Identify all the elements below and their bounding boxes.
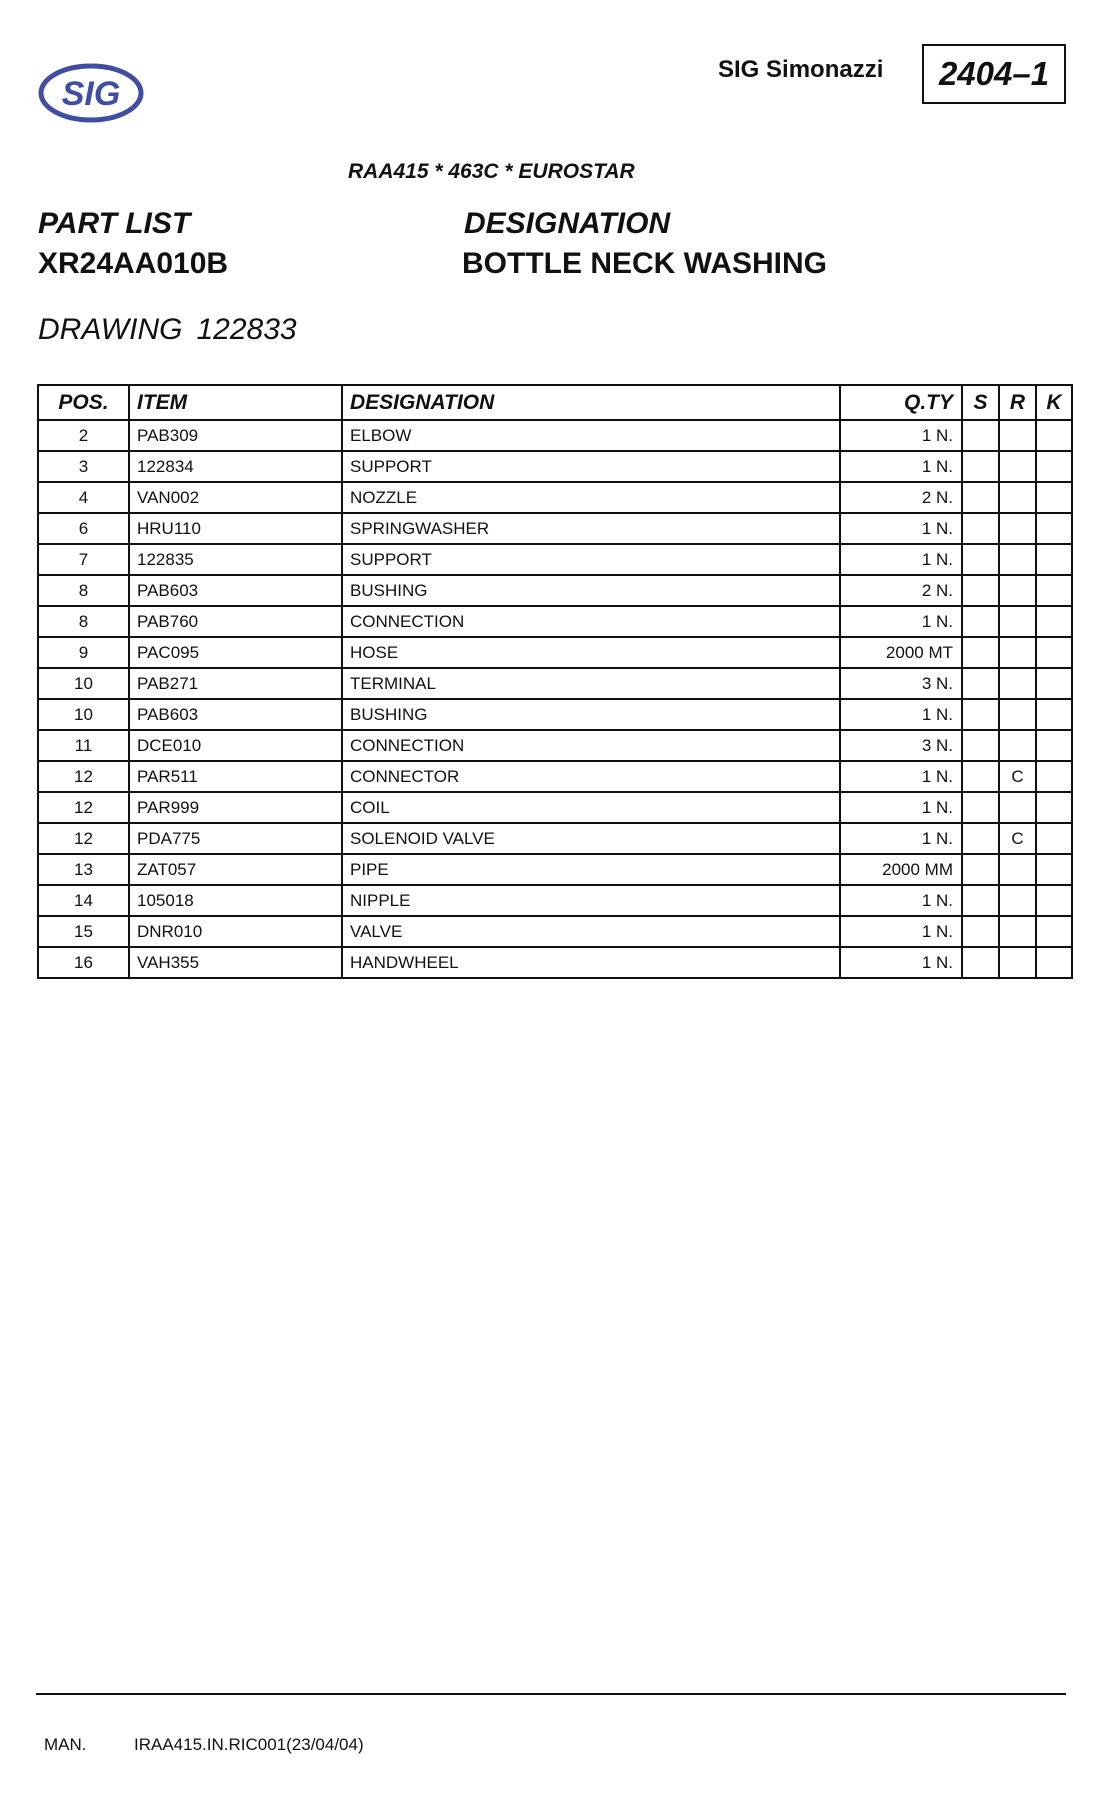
cell-item: DCE010 (129, 730, 342, 761)
cell-designation: NOZZLE (342, 482, 840, 513)
cell-k (1036, 823, 1072, 854)
table-header-row (38, 385, 1072, 420)
page-code: 2404–1 (922, 44, 1066, 104)
cell-designation: ELBOW (342, 420, 840, 451)
sig-logo (38, 62, 144, 124)
cell-item: PAC095 (129, 637, 342, 668)
brand-name: SIG Simonazzi (718, 56, 884, 83)
cell-designation: CONNECTION (342, 730, 840, 761)
footer-rule (36, 1693, 1066, 1695)
cell-pos: 8 (38, 606, 129, 637)
cell-s (962, 730, 999, 761)
cell-k (1036, 544, 1072, 575)
table-row (38, 575, 1072, 606)
cell-qty: 1 N. (840, 420, 962, 451)
cell-r (999, 668, 1036, 699)
cell-s (962, 513, 999, 544)
cell-r (999, 606, 1036, 637)
cell-designation: BUSHING (342, 575, 840, 606)
cell-s (962, 885, 999, 916)
part-list-code: XR24AA010B (38, 247, 229, 280)
cell-r (999, 916, 1036, 947)
cell-designation: NIPPLE (342, 885, 840, 916)
cell-designation: TERMINAL (342, 668, 840, 699)
cell-r (999, 792, 1036, 823)
drawing-line (38, 313, 297, 347)
header-designation: DESIGNATION (342, 385, 840, 420)
table-row (38, 916, 1072, 947)
cell-qty: 1 N. (840, 451, 962, 482)
cell-pos: 10 (38, 668, 129, 699)
cell-item: PAB603 (129, 699, 342, 730)
cell-designation: BUSHING (342, 699, 840, 730)
table-row (38, 513, 1072, 544)
cell-qty: 1 N. (840, 699, 962, 730)
designation-label: DESIGNATION (464, 207, 671, 240)
cell-k (1036, 699, 1072, 730)
table-row (38, 730, 1072, 761)
cell-s (962, 451, 999, 482)
cell-k (1036, 885, 1072, 916)
cell-item: DNR010 (129, 916, 342, 947)
footer-label: MAN. (44, 1735, 87, 1754)
cell-qty: 3 N. (840, 730, 962, 761)
cell-k (1036, 637, 1072, 668)
cell-r (999, 513, 1036, 544)
cell-k (1036, 451, 1072, 482)
cell-s (962, 575, 999, 606)
cell-r: C (999, 761, 1036, 792)
cell-designation: SOLENOID VALVE (342, 823, 840, 854)
cell-designation: VALVE (342, 916, 840, 947)
table-row (38, 668, 1072, 699)
cell-qty: 2000 MT (840, 637, 962, 668)
cell-pos: 4 (38, 482, 129, 513)
cell-k (1036, 668, 1072, 699)
table-row (38, 699, 1072, 730)
cell-qty: 1 N. (840, 885, 962, 916)
cell-pos: 9 (38, 637, 129, 668)
parts-table-body (38, 420, 1072, 978)
cell-item: 122834 (129, 451, 342, 482)
cell-s (962, 668, 999, 699)
cell-r (999, 699, 1036, 730)
cell-designation: SUPPORT (342, 451, 840, 482)
cell-r (999, 420, 1036, 451)
cell-r (999, 947, 1036, 978)
cell-k (1036, 606, 1072, 637)
cell-item: 122835 (129, 544, 342, 575)
cell-item: 105018 (129, 885, 342, 916)
part-list-label: PART LIST (38, 207, 191, 240)
cell-designation: CONNECTOR (342, 761, 840, 792)
cell-r: C (999, 823, 1036, 854)
cell-s (962, 544, 999, 575)
cell-k (1036, 730, 1072, 761)
cell-designation: HANDWHEEL (342, 947, 840, 978)
table-row (38, 823, 1072, 854)
header-k: K (1036, 385, 1072, 420)
cell-s (962, 947, 999, 978)
cell-k (1036, 513, 1072, 544)
cell-pos: 6 (38, 513, 129, 544)
cell-r (999, 575, 1036, 606)
cell-designation: CONNECTION (342, 606, 840, 637)
cell-k (1036, 420, 1072, 451)
table-row (38, 544, 1072, 575)
cell-qty: 1 N. (840, 544, 962, 575)
table-row (38, 606, 1072, 637)
cell-qty: 1 N. (840, 792, 962, 823)
cell-item: PAB603 (129, 575, 342, 606)
table-row (38, 420, 1072, 451)
cell-k (1036, 482, 1072, 513)
cell-item: PDA775 (129, 823, 342, 854)
cell-qty: 1 N. (840, 947, 962, 978)
header-item: ITEM (129, 385, 342, 420)
cell-item: VAH355 (129, 947, 342, 978)
parts-table (37, 384, 1073, 979)
footer-reference: IRAA415.IN.RIC001(23/04/04) (134, 1735, 364, 1754)
header-pos: POS. (38, 385, 129, 420)
cell-pos: 12 (38, 792, 129, 823)
cell-r (999, 637, 1036, 668)
cell-s (962, 792, 999, 823)
table-row (38, 482, 1072, 513)
cell-pos: 3 (38, 451, 129, 482)
cell-designation: SUPPORT (342, 544, 840, 575)
cell-k (1036, 947, 1072, 978)
model-line: RAA415 * 463C * EUROSTAR (348, 160, 635, 183)
cell-item: HRU110 (129, 513, 342, 544)
cell-item: PAB309 (129, 420, 342, 451)
cell-designation: HOSE (342, 637, 840, 668)
cell-r (999, 885, 1036, 916)
logo-text: SIG (61, 75, 121, 113)
cell-item: VAN002 (129, 482, 342, 513)
cell-s (962, 761, 999, 792)
cell-item: PAR511 (129, 761, 342, 792)
cell-qty: 1 N. (840, 513, 962, 544)
cell-pos: 15 (38, 916, 129, 947)
cell-r (999, 482, 1036, 513)
table-row (38, 885, 1072, 916)
cell-pos: 14 (38, 885, 129, 916)
cell-qty: 1 N. (840, 761, 962, 792)
cell-r (999, 451, 1036, 482)
cell-designation: SPRINGWASHER (342, 513, 840, 544)
header-qty: Q.TY (840, 385, 962, 420)
table-row (38, 947, 1072, 978)
header-r: R (999, 385, 1036, 420)
cell-s (962, 699, 999, 730)
cell-pos: 12 (38, 823, 129, 854)
cell-k (1036, 916, 1072, 947)
cell-qty: 3 N. (840, 668, 962, 699)
cell-pos: 12 (38, 761, 129, 792)
cell-s (962, 420, 999, 451)
cell-pos: 7 (38, 544, 129, 575)
cell-qty: 2000 MM (840, 854, 962, 885)
cell-k (1036, 575, 1072, 606)
cell-k (1036, 792, 1072, 823)
cell-s (962, 916, 999, 947)
cell-pos: 10 (38, 699, 129, 730)
cell-s (962, 606, 999, 637)
cell-qty: 1 N. (840, 916, 962, 947)
cell-s (962, 637, 999, 668)
cell-pos: 2 (38, 420, 129, 451)
cell-k (1036, 854, 1072, 885)
cell-pos: 16 (38, 947, 129, 978)
table-row (38, 451, 1072, 482)
cell-r (999, 854, 1036, 885)
cell-qty: 1 N. (840, 823, 962, 854)
cell-item: ZAT057 (129, 854, 342, 885)
cell-pos: 13 (38, 854, 129, 885)
table-row (38, 854, 1072, 885)
cell-s (962, 854, 999, 885)
cell-designation: COIL (342, 792, 840, 823)
drawing-label: DRAWING (38, 313, 183, 346)
cell-pos: 8 (38, 575, 129, 606)
cell-qty: 2 N. (840, 482, 962, 513)
designation-value: BOTTLE NECK WASHING (462, 247, 827, 280)
cell-designation: PIPE (342, 854, 840, 885)
table-row (38, 637, 1072, 668)
cell-qty: 2 N. (840, 575, 962, 606)
table-row (38, 761, 1072, 792)
cell-s (962, 482, 999, 513)
cell-qty: 1 N. (840, 606, 962, 637)
cell-r (999, 544, 1036, 575)
drawing-number: 122833 (196, 313, 297, 346)
cell-r (999, 730, 1036, 761)
cell-item: PAR999 (129, 792, 342, 823)
cell-item: PAB760 (129, 606, 342, 637)
cell-k (1036, 761, 1072, 792)
header-s: S (962, 385, 999, 420)
cell-item: PAB271 (129, 668, 342, 699)
cell-s (962, 823, 999, 854)
cell-pos: 11 (38, 730, 129, 761)
table-row (38, 792, 1072, 823)
